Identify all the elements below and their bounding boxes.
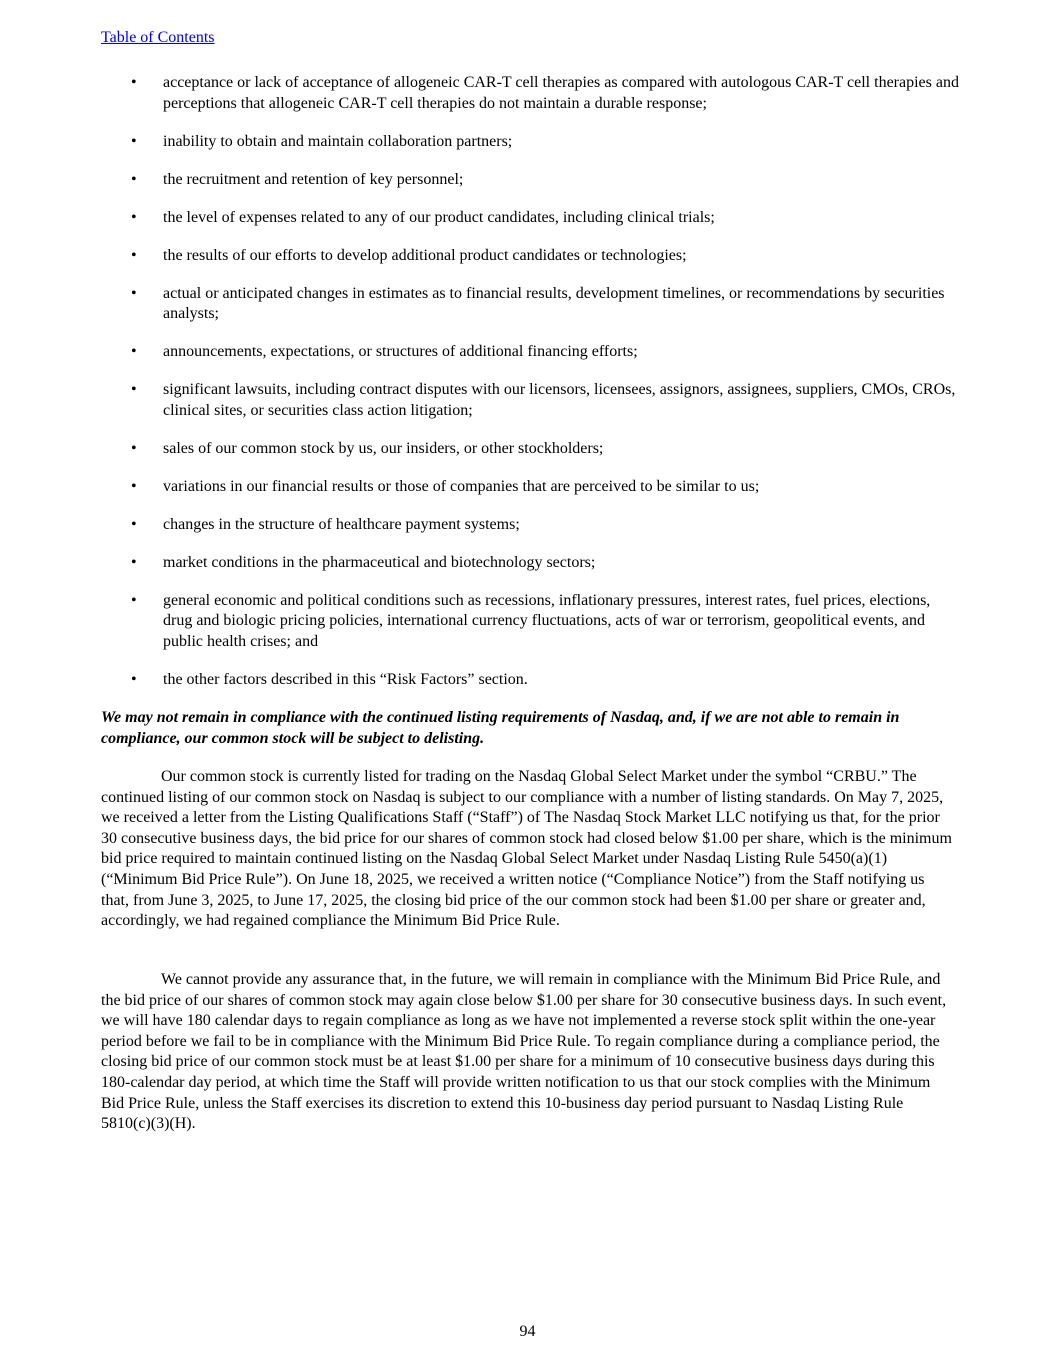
bullet-icon: • [131, 284, 137, 302]
list-item-text: general economic and political conditions such as recessions, inflationary pressures, interest rates, fuel prices, elections, drug and biologic pricing policies, international currency fluctuations, acts of war or terrorism, geopolitical events, and public health crises; and [163, 591, 931, 650]
bullet-icon: • [131, 553, 137, 571]
bullet-icon: • [131, 670, 137, 688]
list-item-text: sales of our common stock by us, our insiders, or other stockholders; [163, 439, 604, 457]
list-item [101, 170, 961, 191]
body-paragraph: Our common stock is currently listed for trading on the Nasdaq Global Select Market under the symbol “CRBU.” The continued listing of our common stock on Nasdaq is subject to our compliance with a number of listing standards. On May 7, 2025, we received a letter from the Listing Qualifications Staff (“Staff”) of The Nasdaq Stock Market LLC notifying us that, for the prior 30 consecutive business days, the bid price for our shares of common stock had closed below $1.00 per share, which is the minimum bid price required to maintain continued listing on the Nasdaq Global Select Market under Nasdaq Listing Rule 5450(a)(1) (“Minimum Bid Price Rule”). On June 18, 2025, we received a written notice (“Compliance Notice”) from the Staff notifying us that, from June 3, 2025, to June 17, 2025, the closing bid price of the our common stock had been $1.00 per share or greater and, accordingly, we had regained compliance the Minimum Bid Price Rule. [101, 768, 952, 930]
list-item-text: acceptance or lack of acceptance of allogeneic CAR-T cell therapies as compared with autologous CAR-T cell therapies and perceptions that allogeneic CAR-T cell therapies do not maintain a durable response; [163, 74, 959, 112]
list-item-text: the level of expenses related to any of our product candidates, including clinical trials; [163, 208, 715, 226]
bullet-icon: • [131, 132, 137, 150]
bullet-icon: • [131, 208, 137, 226]
list-item [101, 208, 961, 229]
list-item [101, 553, 961, 574]
list-item [101, 246, 961, 267]
bullet-icon: • [131, 170, 137, 188]
list-item-text: inability to obtain and maintain collaboration partners; [163, 132, 513, 150]
list-item [101, 284, 961, 325]
list-item [101, 477, 961, 498]
list-item-text: the other factors described in this “Risk Factors” section. [163, 670, 528, 688]
list-item-text: market conditions in the pharmaceutical and biotechnology sectors; [163, 553, 596, 571]
bullet-icon: • [131, 439, 137, 457]
page-number: 94 [519, 1323, 536, 1340]
bullet-icon: • [131, 74, 137, 91]
table-of-contents-link[interactable]: Table of Contents [101, 29, 215, 46]
body-paragraph: We cannot provide any assurance that, in the future, we will remain in compliance with the Minimum Bid Price Rule, and the bid price of our shares of common stock may again close below $1.00 per share for 30 consecutive business days. In such event, we will have 180 calendar days to regain compliance as long as we have not implemented a reverse stock split within the one-year period before we fail to be in compliance with the Minimum Bid Price Rule. To regain compliance during a compliance period, the closing bid price of our common stock must be at least $1.00 per share for a minimum of 10 consecutive business days during this 180-calendar day period, at which time the Staff will provide written notification to us that our stock complies with the Minimum Bid Price Rule, unless the Staff exercises its discretion to extend this 10-business day period pursuant to Nasdaq Listing Rule 5810(c)(3)(H). [101, 971, 947, 1133]
section-heading: We may not remain in compliance with the continued listing requirements of Nasdaq, and, if we are not able to remain in compliance, our common stock will be subject to delisting. [101, 709, 900, 747]
list-item-text: changes in the structure of healthcare payment systems; [163, 515, 520, 533]
list-item-text: the recruitment and retention of key personnel; [163, 170, 464, 188]
bullet-icon: • [131, 515, 137, 533]
list-item-text: variations in our financial results or those of companies that are perceived to be similar to us; [163, 477, 760, 495]
bullet-icon: • [131, 343, 137, 361]
list-item-text: announcements, expectations, or structures of additional financing efforts; [163, 343, 638, 361]
bullet-icon: • [131, 591, 137, 609]
list-item [101, 515, 961, 536]
bullet-icon: • [131, 477, 137, 495]
list-item-text: significant lawsuits, including contract disputes with our licensors, licensees, assignors, assignees, suppliers, CMOs, CROs, clinical sites, or securities class action litigation; [163, 381, 956, 419]
list-item [101, 439, 961, 460]
list-item [101, 73, 961, 114]
bullet-icon: • [131, 246, 137, 264]
list-item [101, 591, 961, 653]
list-item [101, 132, 961, 153]
list-item-text: actual or anticipated changes in estimates as to financial results, development timelines, or recommendations by securities analysts; [163, 284, 945, 323]
list-item-text: the results of our efforts to develop additional product candidates or technologies; [163, 246, 687, 264]
bullet-icon: • [131, 381, 137, 399]
list-item [101, 670, 961, 691]
risk-factor-list [101, 73, 961, 708]
list-item [101, 380, 961, 421]
list-item [101, 342, 961, 363]
